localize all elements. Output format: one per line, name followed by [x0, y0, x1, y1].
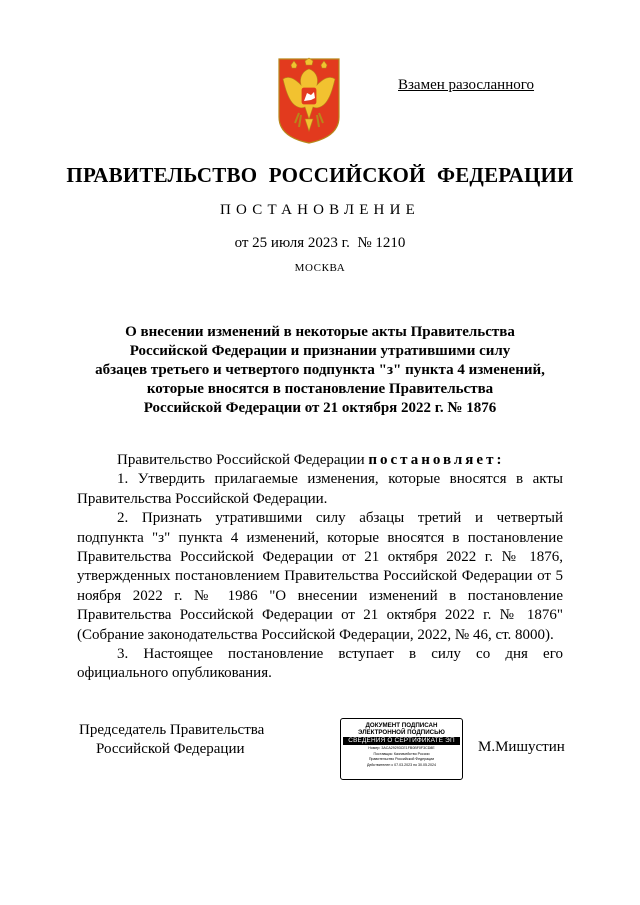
replacement-note: Взамен разосланного — [398, 77, 535, 93]
title-line: О внесении изменений в некоторые акты Правительства — [125, 324, 515, 340]
paragraph-1: 1. Утвердить прилагаемые изменения, которые вносятся в акты Правительства Российской Федерации. — [77, 471, 563, 507]
document-date-number: от 25 июля 2023 г. № 1210 — [234, 235, 406, 251]
stamp-validity: Действителен с 07.03.2023 по 30.05.2024 — [366, 762, 437, 767]
paragraph-3: 3. Настоящее постановление вступает в силу со дня его официального опубликования. — [77, 646, 563, 682]
title-line: Российской Федерации от 21 октября 2022 г. № 1876 — [143, 400, 497, 416]
stamp-certificate-bar: СВЕДЕНИЯ О СЕРТИФИКАТЕ ЭП — [343, 737, 460, 745]
title-line: которые вносятся в постановление Правительства — [146, 381, 494, 397]
document-title — [60, 323, 580, 418]
document-body — [77, 451, 563, 684]
russian-coat-of-arms-icon — [277, 57, 341, 145]
stamp-owner: Правительство Российской Федерации — [368, 757, 435, 762]
stamp-line-1: ДОКУМЕНТ ПОДПИСАН — [365, 722, 438, 729]
document-type: ПОСТАНОВЛЕНИЕ — [220, 202, 420, 218]
stamp-serial: Номер: 3ACA29293CE1FB0BF0F3CD8E — [368, 746, 435, 750]
stamp-issuer: Поставщик: Казначейство России — [373, 751, 430, 756]
paragraph-2: 2. Признать утратившими силу абзацы третий и четвертый подпункта "з" пункта 4 изменений, которые вносятся в постановление Правительства Российской Федерации от 21 октября 2022 г. № 1876, утвержденных постановлением Правительства Российской Федерации от 5 ноября 2022 г. № 1986 "О внесении изменений в постановление Правительства Российской Федерации от 21 октября 2022 г. № 1876" (Собрание законодательства Российской Федерации, 2022, № 46, ст. 8000). — [77, 510, 563, 643]
document-city: МОСКВА — [294, 262, 346, 274]
coat-of-arms-emblem — [277, 57, 341, 145]
position-line-1: Председатель Правительства — [79, 722, 265, 738]
signer-name: М.Мишустин — [478, 739, 565, 755]
stamp-line-2: ЭЛЕКТРОННОЙ ПОДПИСЬЮ — [358, 729, 445, 736]
electronic-signature-stamp — [340, 718, 463, 780]
title-line: Российской Федерации и признании утратившими силу — [129, 343, 511, 359]
signatory-position — [79, 721, 264, 759]
lead-text: Правительство Российской Федерации — [117, 452, 369, 468]
government-heading: ПРАВИТЕЛЬСТВО РОССИЙСКОЙ ФЕДЕРАЦИИ — [66, 163, 574, 187]
title-line: абзацев третьего и четвертого подпункта "з" пункта 4 изменений, — [95, 362, 545, 378]
resolution-lead — [77, 451, 563, 470]
position-line-2: Российской Федерации — [96, 741, 245, 757]
resolves-word: постановляет: — [368, 452, 505, 468]
